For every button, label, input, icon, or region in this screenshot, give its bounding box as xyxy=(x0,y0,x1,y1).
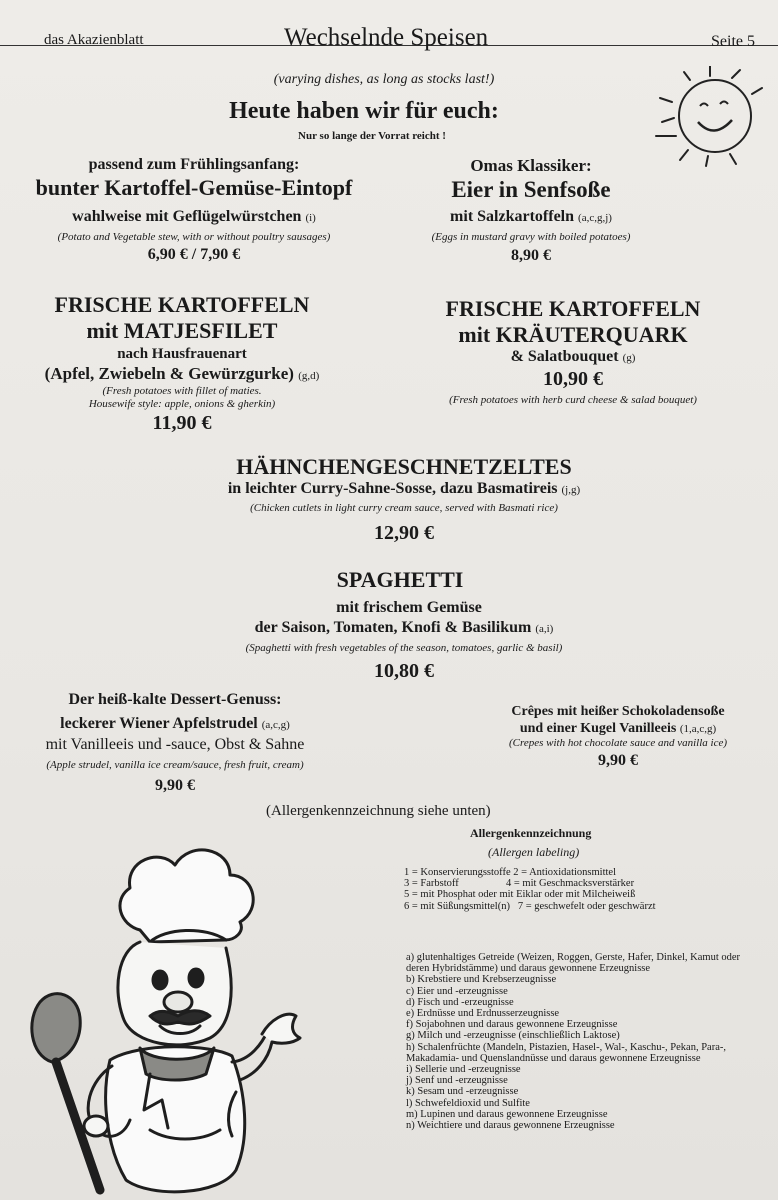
dessert-line2: und einer Kugel Vanilleeis (1,a,c,g) xyxy=(519,721,717,736)
dish-haehnchen xyxy=(0,450,778,550)
dish-line3: & Salatbouquet (g) xyxy=(510,348,636,365)
dish-english: (Chicken cutlets in light curry cream sauce, served with Basmati rice) xyxy=(250,502,558,514)
allergen-line: a) glutenhaltiges Getreide (Weizen, Roggen, Gerste, Hafer, Dinkel, Kamut oder xyxy=(406,952,741,963)
allergen-line: h) Schalenfrüchte (Mandeln, Pistazien, Hasel-, Wal-, Kaschu-, Pekan, Para-, xyxy=(406,1041,726,1053)
header-left: das Akazienblatt xyxy=(44,32,144,48)
dish-english: (Fresh potatoes with herb curd cheese & salad bouquet) xyxy=(449,394,697,406)
allergen-line: j) Senf und -erzeugnisse xyxy=(406,1075,508,1087)
additive-line: 5 = mit Phosphat oder mit Eiklar oder mit Milcheiweiß xyxy=(404,889,636,901)
dish-line2: mit KRÄUTERQUARK xyxy=(458,322,688,347)
allergen-line: k) Sesam und -erzeugnisse xyxy=(406,1086,519,1098)
dish-price: 8,90 € xyxy=(511,247,551,264)
intro-headline: Heute haben wir für euch: xyxy=(229,98,499,124)
chef-clipart xyxy=(0,830,310,1200)
dish-line3: nach Hausfrauenart xyxy=(117,346,247,362)
dish-kicker: passend zum Frühlingsanfang: xyxy=(88,156,300,173)
dish-english-2: Housewife style: apple, onions & gherkin) xyxy=(88,398,276,410)
dessert-apfelstrudel xyxy=(0,686,350,801)
allergen-line: i) Sellerie und -erzeugnisse xyxy=(406,1064,521,1076)
dish-price: 12,90 € xyxy=(374,522,434,544)
legend-subtitle: (Allergen labeling) xyxy=(488,845,580,859)
dessert-line2: mit Vanilleeis und -sauce, Obst & Sahne xyxy=(45,736,305,753)
dish-option: mit Salzkartoffeln (a,c,g,j) xyxy=(450,208,612,225)
allergen-line: b) Krebstiere und Krebserzeugnisse xyxy=(406,974,557,986)
page-number: Seite 5 xyxy=(711,33,755,50)
dish-option: wahlweise mit Geflügelwürstchen (i) xyxy=(72,208,316,225)
dish-line2: mit MATJESFILET xyxy=(86,318,278,343)
dish-line1: FRISCHE KARTOFFELN xyxy=(445,296,701,321)
dish-price: 10,90 € xyxy=(543,368,603,390)
dish-english: (Eggs in mustard gravy with boiled potatoes) xyxy=(431,231,631,243)
dish-english: (Spaghetti with fresh vegetables of the season, tomatoes, garlic & basil) xyxy=(245,642,563,654)
dish-line4: (Apfel, Zwiebeln & Gewürzgurke) (g,d) xyxy=(44,364,320,383)
dessert-line1: Crêpes mit heißer Schokoladensoße xyxy=(511,704,725,719)
dish-line1: FRISCHE KARTOFFELN xyxy=(54,292,310,317)
dish-price: 11,90 € xyxy=(152,412,212,434)
dish-kicker: Omas Klassiker: xyxy=(470,156,592,175)
additives-list xyxy=(404,867,656,912)
dish-price: 6,90 € / 7,90 € xyxy=(147,246,241,263)
dessert-name: leckerer Wiener Apfelstrudel (a,c,g) xyxy=(60,715,290,732)
allergens-list xyxy=(406,952,740,1131)
dish-kraeuterquark xyxy=(398,290,748,420)
allergen-line: m) Lupinen und daraus gewonnene Erzeugnisse xyxy=(406,1108,608,1120)
dish-eier-senfsosse xyxy=(418,150,644,270)
intro-english: (varying dishes, as long as stocks last!) xyxy=(273,72,495,87)
dish-english: (Potato and Vegetable stew, with or without poultry sausages) xyxy=(57,231,331,243)
allergen-line: d) Fisch und -erzeugnisse xyxy=(406,996,514,1008)
dish-line2: in leichter Curry-Sahne-Sosse, dazu Basmatireis (j,g) xyxy=(227,480,581,497)
allergen-line: g) Milch und -erzeugnisse (einschließlich Laktose) xyxy=(406,1030,620,1042)
allergen-line: deren Hybridstämme) und daraus gewonnene Erzeugnisse xyxy=(406,963,651,975)
intro-subline: Nur so lange der Vorrat reicht ! xyxy=(298,130,446,142)
dish-eintopf xyxy=(0,150,388,270)
dish-matjesfilet xyxy=(0,290,364,440)
dessert-english: (Crepes with hot chocolate sauce and vanilla ice) xyxy=(508,737,727,749)
additive-line: 3 = Farbstoff 4 = mit Geschmacksverstärker xyxy=(404,878,635,890)
allergen-line: n) Weichtiere und daraus gewonnene Erzeugnisse xyxy=(406,1120,615,1132)
dessert-price: 9,90 € xyxy=(155,777,195,794)
allergen-line: c) Eier und -erzeugnisse xyxy=(406,985,508,997)
dish-name: SPAGHETTI xyxy=(336,567,464,592)
allergen-line: f) Sojabohnen und daraus gewonnene Erzeugnisse xyxy=(406,1019,618,1031)
dessert-english: (Apple strudel, vanilla ice cream/sauce, fresh fruit, cream) xyxy=(46,759,304,771)
dessert-kicker: Der heiß-kalte Dessert-Genuss: xyxy=(68,691,282,708)
dish-name: bunter Kartoffel-Gemüse-Eintopf xyxy=(35,175,353,200)
dessert-crepes xyxy=(458,702,778,782)
allergen-note: (Allergenkennzeichnung siehe unten) xyxy=(266,803,491,819)
dish-price: 10,80 € xyxy=(374,660,434,682)
legend-title: Allergenkennzeichnung xyxy=(470,826,592,840)
additive-line: 6 = mit Süßungsmittel(n) 7 = geschwefelt oder geschwärzt xyxy=(404,900,656,912)
dish-line2: mit frischem Gemüse xyxy=(336,599,482,616)
page-title: Wechselnde Speisen xyxy=(284,24,489,51)
additive-line: 1 = Konservierungsstoffe 2 = Antioxidationsmittel xyxy=(404,867,617,878)
dish-name: HÄHNCHENGESCHNETZELTES xyxy=(236,454,572,479)
dessert-price: 9,90 € xyxy=(598,752,638,769)
dish-line3: der Saison, Tomaten, Knofi & Basilikum (a,i) xyxy=(254,619,554,636)
dish-name: Eier in Senfsoße xyxy=(451,177,611,202)
allergen-line: Makadamia- und Quenslandnüsse und daraus gewonnene Erzeugnisse xyxy=(406,1052,701,1064)
dish-spaghetti xyxy=(0,565,778,685)
allergen-line: e) Erdnüsse und Erdnusserzeugnisse xyxy=(406,1008,560,1020)
sun-clipart xyxy=(648,66,768,168)
allergen-line: l) Schwefeldioxid und Sulfite xyxy=(406,1097,530,1109)
dish-english-1: (Fresh potatoes with fillet of maties. xyxy=(102,385,262,397)
